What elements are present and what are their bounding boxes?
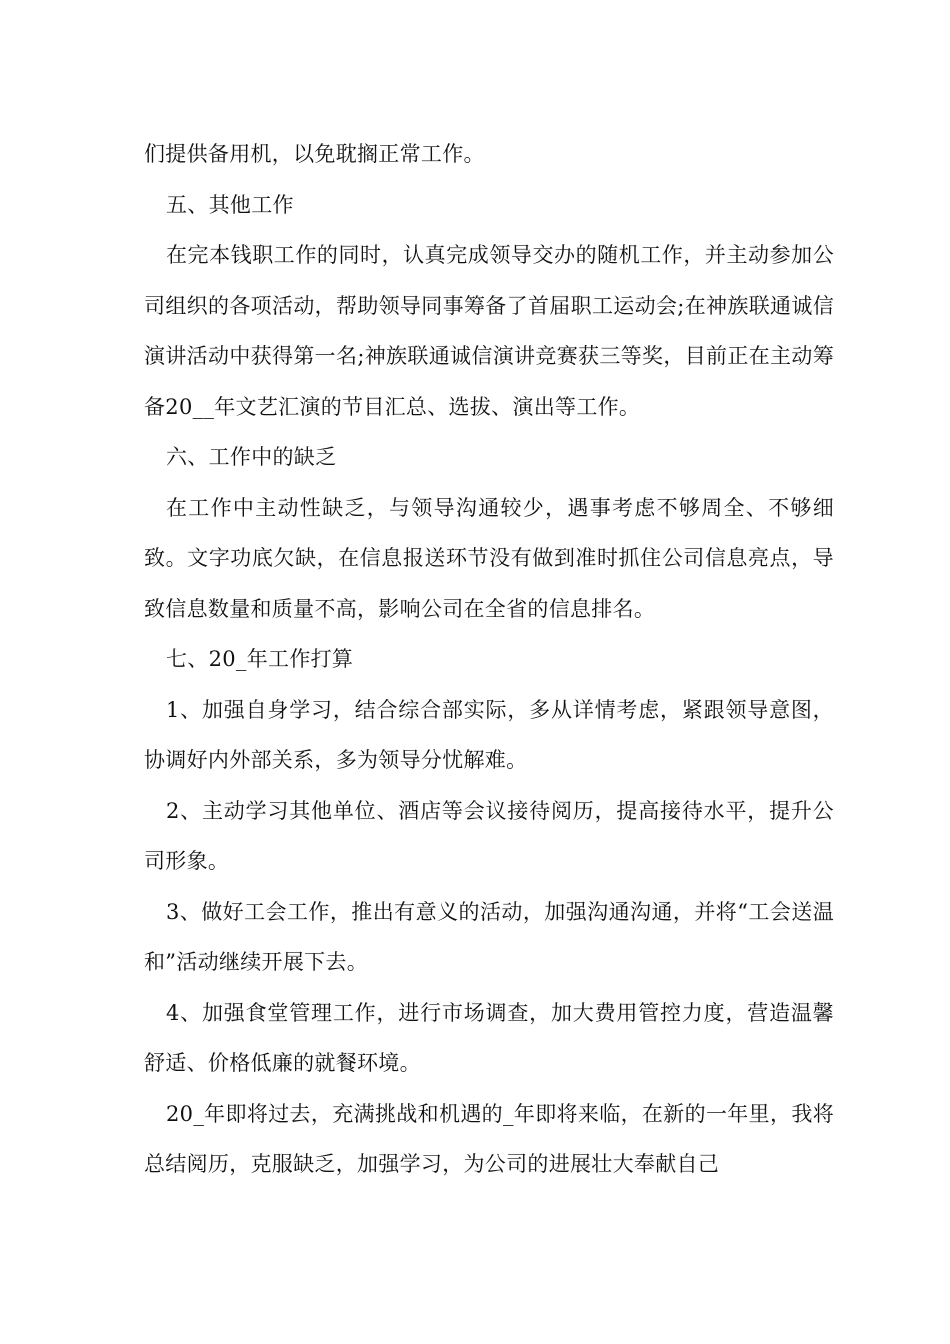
paragraph: 在工作中主动性缺乏，与领导沟通较少，遇事考虑不够周全、不够细致。文字功底欠缺，在信息报送环节没有做到准时抓住公司信息亮点，导致信息数量和质量不高，影响公司在全省的信息排名。 [144,495,834,621]
section-heading: 五、其他工作 [166,192,294,217]
list-item: 3、做好工会工作，推出有意义的活动，加强沟通沟通，并将“工会送温和”活动继续开展下去。 [144,899,834,974]
list-item: 2、主动学习其他单位、酒店等会议接待阅历，提高接待水平，提升公司形象。 [144,798,834,873]
section-heading: 六、工作中的缺乏 [166,445,337,469]
section-heading: 七、20_年工作打算 [166,647,354,671]
list-item: 1、加强自身学习，结合综合部实际，多从详情考虑，紧跟领导意图，协调好内外部关系，多为领导分忧解难。 [144,697,834,772]
paragraph: 们提供备用机，以免耽搁正常工作。 [144,142,485,166]
document-body [144,129,834,1190]
paragraph: 在完本钱职工作的同时，认真完成领导交办的随机工作，并主动参加公司组织的各项活动，帮助领导同事筹备了首届职工运动会;在神族联通诚信演讲活动中获得第一名;神族联通诚信演讲竞赛获三等奖，目前正在主动筹备20__年文艺汇演的节目汇总、选拔、演出等工作。 [144,243,834,419]
paragraph: 20_年即将过去，充满挑战和机遇的_年即将来临，在新的一年里，我将总结阅历，克服缺乏，加强学习，为公司的进展壮大奉献自己 [144,1101,834,1176]
list-item: 4、加强食堂管理工作，进行市场调查，加大费用管控力度，营造温馨舒适、价格低廉的就餐环境。 [144,1000,834,1075]
